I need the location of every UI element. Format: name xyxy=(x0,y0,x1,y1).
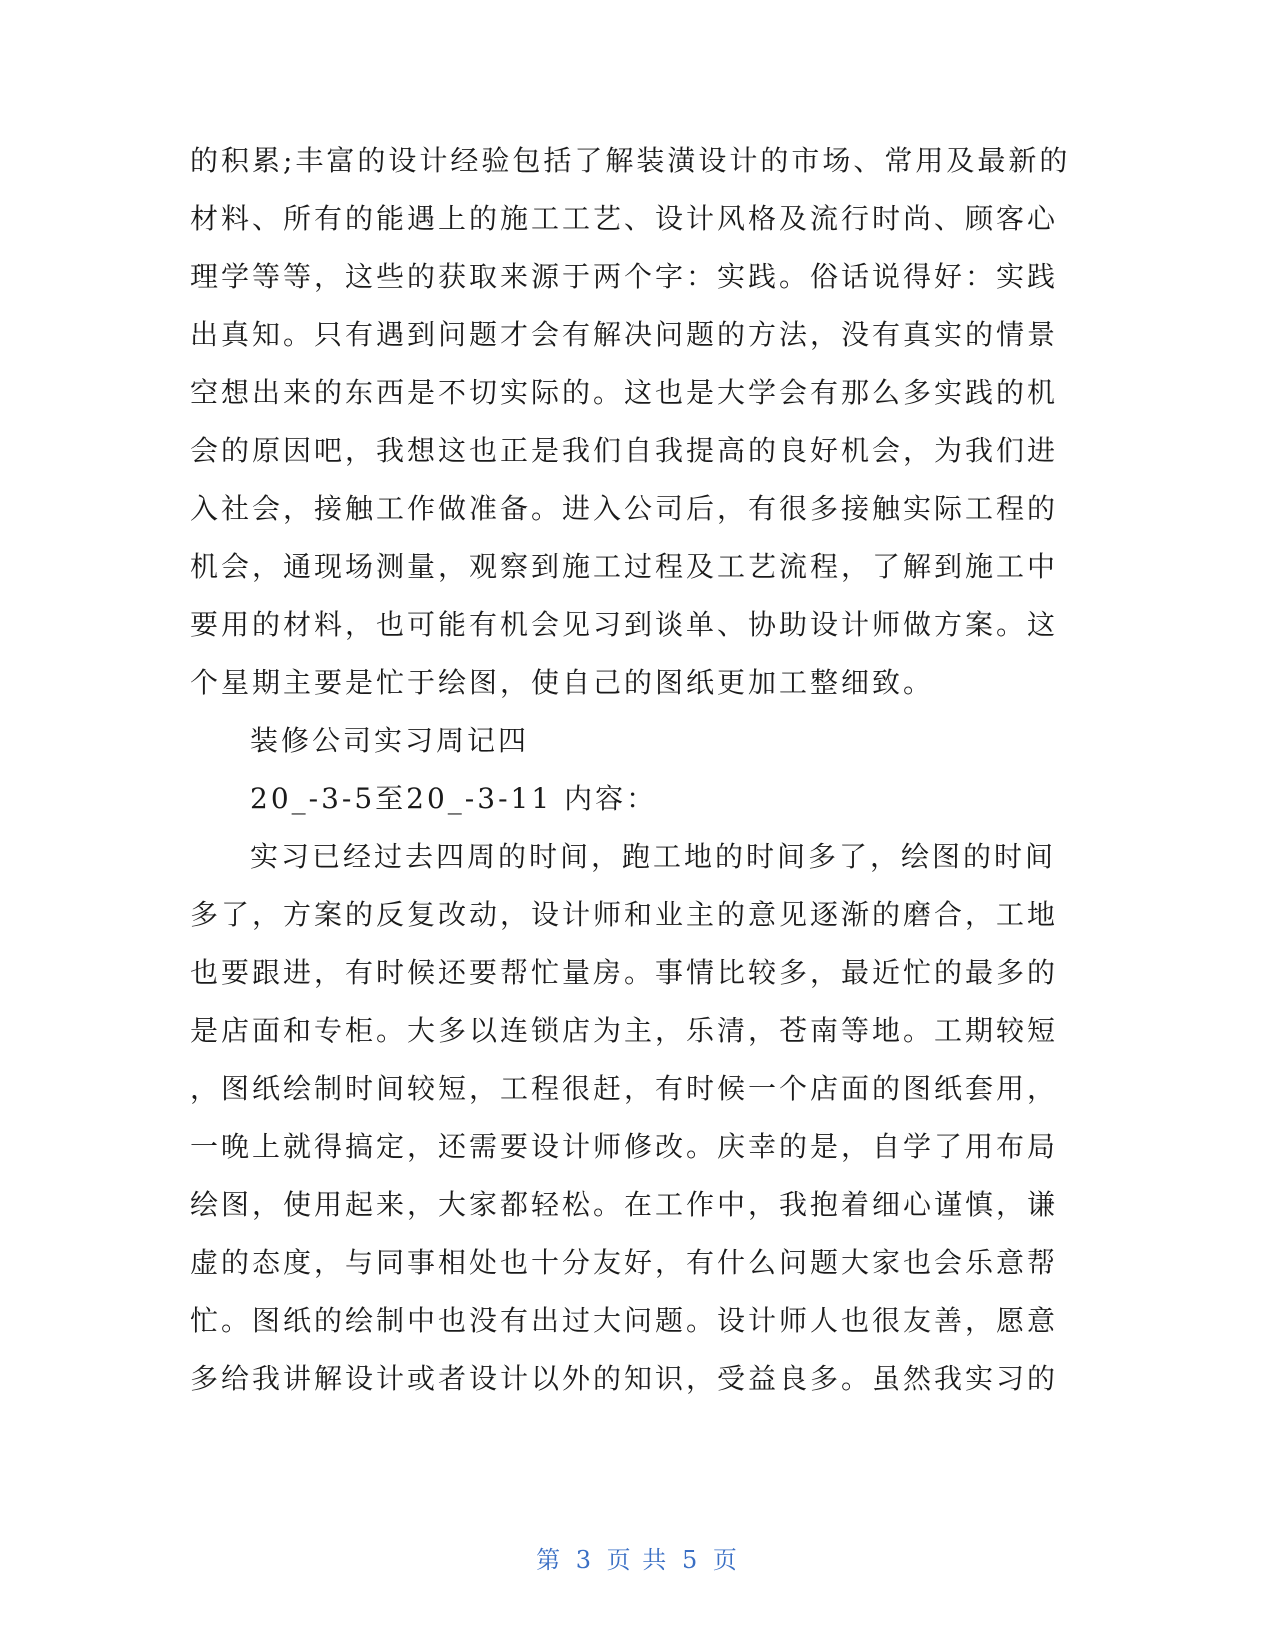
text-line: 绘图，使用起来，大家都轻松。在工作中，我抱着细心谨慎，谦 xyxy=(190,1188,1059,1221)
text-line: 实习已经过去四周的时间，跑工地的时间多了，绘图的时间 xyxy=(250,840,1057,873)
page-number-footer xyxy=(0,1540,1275,1575)
text-line: ，图纸绘制时间较短，工程很赶，有时候一个店面的图纸套用， xyxy=(190,1072,1059,1105)
text-line: 多给我讲解设计或者设计以外的知识，受益良多。虽然我实习的 xyxy=(190,1362,1059,1395)
text-line: 多了，方案的反复改动，设计师和业主的意见逐渐的磨合，工地 xyxy=(190,898,1059,931)
footer-suffix: 页 xyxy=(712,1546,739,1574)
text-line: 入社会，接触工作做准备。进入公司后，有很多接触实际工程的 xyxy=(190,492,1059,525)
text-line: 虚的态度，与同事相处也十分友好，有什么问题大家也会乐意帮 xyxy=(190,1246,1059,1279)
text-line: 材料、所有的能遇上的施工工艺、设计风格及流行时尚、顾客心 xyxy=(190,202,1059,235)
text-line: 会的原因吧，我想这也正是我们自我提高的良好机会，为我们进 xyxy=(190,434,1059,467)
text-line: 空想出来的东西是不切实际的。这也是大学会有那么多实践的机 xyxy=(190,376,1059,409)
total-page-number: 5 xyxy=(681,1546,700,1574)
footer-middle: 页 共 xyxy=(606,1546,669,1574)
text-line: 的积累;丰富的设计经验包括了解装潢设计的市场、常用及最新的 xyxy=(190,144,1071,177)
text-line: 要用的材料，也可能有机会见习到谈单、协助设计师做方案。这 xyxy=(190,608,1059,641)
section-heading: 装修公司实习周记四 xyxy=(250,724,530,757)
current-page-number: 3 xyxy=(575,1546,594,1574)
text-line: 个星期主要是忙于绘图，使自己的图纸更加工整细致。 xyxy=(190,666,935,699)
text-line: 机会，通现场测量，观察到施工过程及工艺流程，了解到施工中 xyxy=(190,550,1059,583)
text-line: 一晚上就得搞定，还需要设计师修改。庆幸的是，自学了用布局 xyxy=(190,1130,1059,1163)
text-line: 是店面和专柜。大多以连锁店为主，乐清，苍南等地。工期较短 xyxy=(190,1014,1059,1047)
text-line: 理学等等，这些的获取来源于两个字：实践。俗话说得好：实践 xyxy=(190,260,1059,293)
footer-prefix: 第 xyxy=(536,1546,563,1574)
date-line: 20_-3-5至20_-3-11 内容： xyxy=(250,782,658,815)
text-line: 忙。图纸的绘制中也没有出过大问题。设计师人也很友善，愿意 xyxy=(190,1304,1059,1337)
text-line: 也要跟进，有时候还要帮忙量房。事情比较多，最近忙的最多的 xyxy=(190,956,1059,989)
text-line: 出真知。只有遇到问题才会有解决问题的方法，没有真实的情景 xyxy=(190,318,1059,351)
